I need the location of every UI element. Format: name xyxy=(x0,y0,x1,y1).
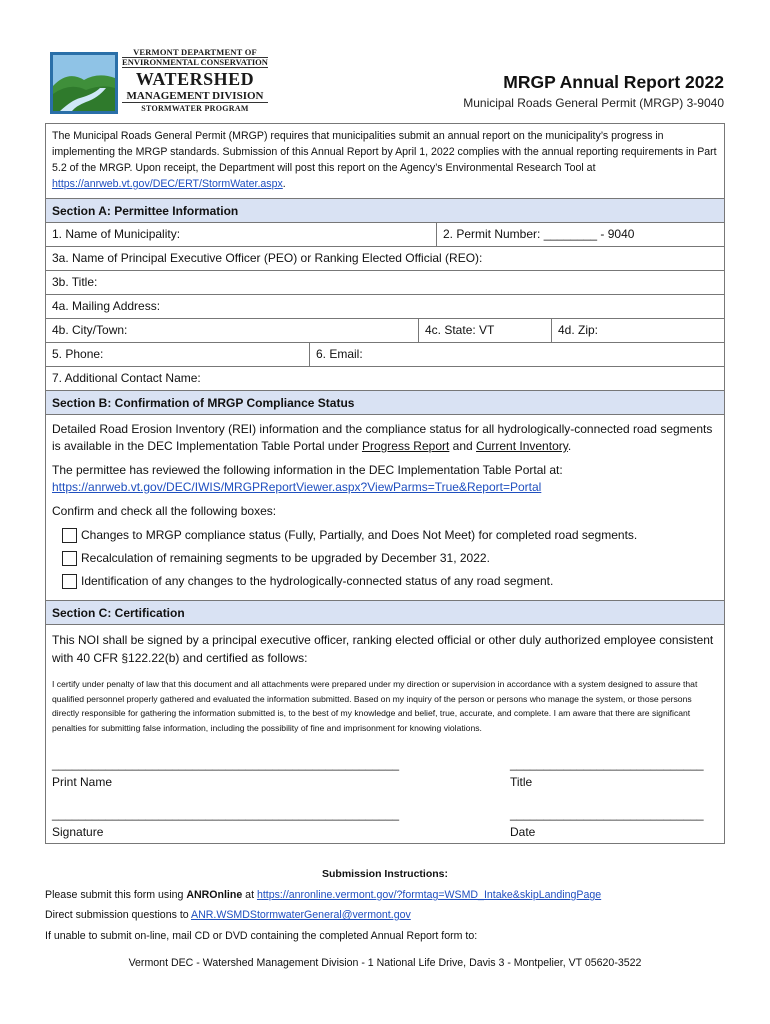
signature-label: Signature xyxy=(52,825,104,839)
print-name-label: Print Name xyxy=(52,775,113,789)
peo-name-field[interactable]: 3a. Name of Principal Executive Officer (PEO) or Ranking Elected Official (REO): xyxy=(52,251,483,265)
phone-field[interactable]: 5. Phone: xyxy=(46,343,310,366)
intro-end: . xyxy=(282,178,286,190)
section-b-confirm-text: Confirm and check all the following boxes: xyxy=(52,504,277,518)
row-peo xyxy=(46,247,724,271)
check-label-compliance: Changes to MRGP compliance status (Fully, Partially, and Does Not Meet) for completed road segments. xyxy=(81,528,638,542)
section-b-text-and: and xyxy=(449,439,477,453)
email-field[interactable]: 6. Email: xyxy=(316,347,363,361)
dec-logo xyxy=(50,48,268,118)
current-inventory-link[interactable]: Current Inventory xyxy=(476,439,568,453)
check-label-recalculation: Recalculation of remaining segments to be upgraded by December 31, 2022. xyxy=(81,551,490,565)
date-label: Date xyxy=(510,825,536,839)
check-item-compliance xyxy=(62,527,718,544)
intro-paragraph xyxy=(46,124,724,199)
logo-line-4: MANAGEMENT DIVISION xyxy=(122,90,268,103)
report-form xyxy=(45,123,725,844)
submission-line-2 xyxy=(45,909,411,921)
certification-text: I certify under penalty of law that this document and all attachments were prepared under my direction or supervision in accordance with a system designed to assure that qualified personnel properly gathered and evaluated the information submitted. Based on my inquiry of the person or persons who manage the system, or those persons directly responsible for gathering the information submitted is, to the best of my knowledge and belief, true, accurate, and complete. I am aware that there are significant penalties for submitting false information, including the possibility of fine and imprisonment for knowing violations. xyxy=(52,679,698,733)
signature-row-1 xyxy=(52,755,718,805)
state-field[interactable]: 4c. State: VT xyxy=(419,319,552,342)
page-title: MRGP Annual Report 2022 xyxy=(503,72,724,92)
section-b-paragraph-1 xyxy=(52,421,718,455)
progress-report-link[interactable]: Progress Report xyxy=(361,439,450,453)
row-title xyxy=(46,271,724,295)
row-city xyxy=(46,319,724,343)
section-b-text-end: . xyxy=(567,439,572,453)
portal-link[interactable]: https://anrweb.vt.gov/DEC/IWIS/MRGPReportViewer.aspx?ViewParms=True&Report=Portal xyxy=(52,480,542,494)
ert-link[interactable]: https://anrweb.vt.gov/DEC/ERT/StormWater.aspx xyxy=(52,178,283,190)
date-line[interactable]: _____________________________ xyxy=(510,807,704,821)
logo-wordmark xyxy=(122,48,268,114)
title-field[interactable]: 3b. Title: xyxy=(52,275,98,289)
section-a-header: Section A: Permittee Information xyxy=(46,199,724,223)
logo-line-2: ENVIRONMENTAL CONSERVATION xyxy=(122,57,268,67)
title-label: Title xyxy=(510,775,533,789)
submission-line-3: If unable to submit on-line, mail CD or DVD containing the completed Annual Report form to: xyxy=(45,930,478,942)
section-c-body xyxy=(46,625,724,843)
logo-line-3: WATERSHED xyxy=(135,69,255,89)
signature-row-2 xyxy=(52,805,718,837)
row-phone xyxy=(46,343,724,367)
row-mailing xyxy=(46,295,724,319)
anronline-link[interactable]: https://anronline.vermont.gov/?formtag=WSMD_Intake&skipLandingPage xyxy=(256,889,602,901)
submission-text-2: Direct submission questions to xyxy=(45,909,192,921)
city-field[interactable]: 4b. City/Town: xyxy=(46,319,419,342)
checkbox-identification[interactable] xyxy=(62,574,77,589)
zip-field[interactable]: 4d. Zip: xyxy=(558,323,599,337)
section-b-portal-text: The permittee has reviewed the following information in the DEC Implementation Table Portal at: xyxy=(52,463,563,477)
checkbox-recalculation[interactable] xyxy=(62,551,77,566)
section-b-body xyxy=(46,415,724,601)
checkbox-compliance[interactable] xyxy=(62,528,77,543)
email-link[interactable]: ANR.WSMDStormwaterGeneral@vermont.gov xyxy=(191,909,411,921)
signature-line[interactable]: ____________________________________________________ xyxy=(52,807,400,821)
check-item-recalculation xyxy=(62,550,718,567)
anronline-label: ANROnline xyxy=(186,889,243,901)
check-label-identification: Identification of any changes to the hydrologically-connected status of any road segment. xyxy=(81,574,554,588)
permit-number-field[interactable]: 2. Permit Number: ________ - 9040 xyxy=(443,227,635,241)
submission-text-at: at xyxy=(242,889,257,901)
contact-name-field[interactable]: 7. Additional Contact Name: xyxy=(52,371,201,385)
section-c-intro: This NOI shall be signed by a principal executive officer, ranking elected official or other duly authorized employee consistent with 40 CFR §122.22(b) and certified as follows: xyxy=(52,633,714,665)
submission-text-1: Please submit this form using xyxy=(45,889,187,901)
section-b-text: Detailed Road Erosion Inventory (REI) information and the compliance status for all hydrologically-connected road segments is available in the DEC Implementation Table Portal under xyxy=(52,422,713,453)
mailing-address-field[interactable]: 4a. Mailing Address: xyxy=(52,299,161,313)
intro-text: The Municipal Roads General Permit (MRGP) requires that municipalities submit an annual report on the municipality’s progress in implementing the MRGP standards. Submission of this Annual Report by April 1, 2022 complies with the annual reporting requirements in Part 5.2 of the MRGP. Upon receipt, the Department will post this report on the Agency’s Environmental Research Tool at xyxy=(52,130,717,174)
section-b-paragraph-2 xyxy=(52,462,718,496)
logo-line-1: VERMONT DEPARTMENT OF xyxy=(122,48,268,58)
section-b-header: Section B: Confirmation of MRGP Compliance Status xyxy=(46,391,724,415)
watershed-logo-icon xyxy=(50,52,118,114)
submission-line-1 xyxy=(45,889,601,901)
mailing-address: Vermont DEC - Watershed Management Division - 1 National Life Drive, Davis 3 - Montpelier, VT 05620-3522 xyxy=(128,957,642,969)
page-subtitle: Municipal Roads General Permit (MRGP) 3-9040 xyxy=(463,96,724,110)
section-c-header: Section C: Certification xyxy=(46,601,724,625)
title-line[interactable]: _____________________________ xyxy=(510,757,704,771)
check-item-identification xyxy=(62,573,718,590)
row-contact xyxy=(46,367,724,391)
submission-heading: Submission Instructions: xyxy=(321,868,448,880)
municipality-field[interactable]: 1. Name of Municipality: xyxy=(46,223,437,246)
row-municipality xyxy=(46,223,724,247)
logo-line-5: STORMWATER PROGRAM xyxy=(141,104,249,113)
print-name-line[interactable]: ____________________________________________________ xyxy=(52,757,400,771)
